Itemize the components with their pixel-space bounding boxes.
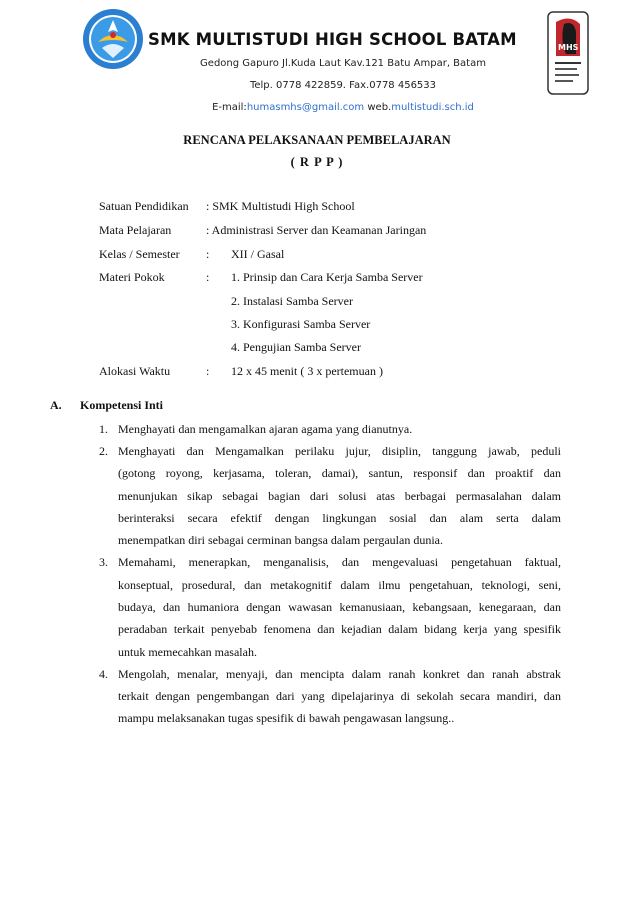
satuan-label: Satuan Pendidikan [99, 199, 189, 213]
ki-number: 3. [99, 555, 108, 569]
ki-line: menempatkan diri sebagai cerminan bangsa dalam pergaulan dunia. [118, 533, 443, 547]
materi-item: 1. Prinsip dan Cara Kerja Samba Server [231, 270, 423, 284]
ki-line: konseptual, prosedural, dan metakognitif dalam ilmu pengetahuan, teknologi, seni, [118, 578, 561, 592]
ki-line: (gotong royong, kerjasama, toleran, damai), santun, responsif dan proaktif dan [118, 466, 561, 480]
school-address: Gedong Gapuro Jl.Kuda Laut Kav.121 Batu Ampar, Batam [200, 58, 486, 69]
ki-line: budaya, dan humaniora dengan wawasan kemanusiaan, kebangsaan, kenegaraan, dan [118, 600, 561, 614]
school-name: SMK MULTISTUDI HIGH SCHOOL BATAM [148, 30, 517, 49]
document-subtitle: ( R P P ) [290, 155, 344, 169]
materi-item: 3. Konfigurasi Samba Server [231, 317, 371, 331]
web-prefix: web. [367, 102, 392, 113]
ki-number: 1. [99, 422, 108, 436]
mhs-logo-text: MHS [558, 43, 579, 52]
kelas-value: XII / Gasal [231, 247, 285, 261]
section-letter: A. [50, 398, 62, 412]
mapel-value: : Administrasi Server dan Keamanan Jaringan [206, 223, 427, 237]
web-link[interactable]: multistudi.sch.id [391, 102, 474, 113]
ki-line: Memahami, menerapkan, menganalisis, dan mengevaluasi pengetahuan faktual, [118, 555, 561, 569]
school-phone: Telp. 0778 422859. Fax.0778 456533 [249, 80, 437, 91]
ki-line: berinteraksi secara efektif dengan lingkungan sosial dan alam serta dalam [118, 511, 561, 525]
school-contact [178, 102, 508, 113]
ki-line: untuk memecahkan masalah. [118, 645, 257, 659]
section-title: Kompetensi Inti [80, 398, 164, 412]
materi-item: 2. Instalasi Samba Server [231, 294, 353, 308]
email-prefix: E-mail: [212, 102, 247, 113]
alokasi-separator: : [206, 364, 210, 378]
materi-label: Materi Pokok [99, 270, 165, 284]
materi-item: 4. Pengujian Samba Server [231, 340, 361, 354]
tut-wuri-handayani-logo [82, 8, 144, 70]
ki-line: Menghayati dan Mengamalkan perilaku jujur, disiplin, tanggung jawab, peduli [118, 444, 561, 458]
ki-line: Menghayati dan mengamalkan ajaran agama yang dianutnya. [118, 422, 413, 436]
ki-line: terkait dengan pengembangan dari yang dipelajarinya di sekolah secara mandiri, dan [118, 689, 561, 703]
ki-line: Mengolah, menalar, menyaji, dan mencipta dalam ranah konkret dan ranah abstrak [118, 667, 561, 681]
satuan-value: : SMK Multistudi High School [206, 199, 355, 213]
email-link[interactable]: humasmhs@gmail.com [246, 102, 365, 113]
section-a-heading [50, 398, 163, 413]
mapel-label: Mata Pelajaran [99, 223, 172, 237]
alokasi-value: 12 x 45 menit ( 3 x pertemuan ) [231, 364, 383, 378]
ki-line: menunjukan sikap sebagai bagian dari solusi atas berbagai permasalahan dalam [118, 489, 561, 503]
kelas-separator: : [206, 247, 210, 261]
alokasi-label: Alokasi Waktu [99, 364, 171, 378]
ki-number: 2. [99, 444, 108, 458]
ki-line: mampu melaksanakan tugas spesifik di bawah pengawasan langsung.. [118, 711, 455, 725]
mhs-logo [546, 10, 590, 96]
ki-line: peradaban terkait penyebab fenomena dan kejadian dalam bidang kerja yang spesifik [118, 622, 561, 636]
kelas-label: Kelas / Semester [99, 247, 180, 261]
ki-number: 4. [99, 667, 108, 681]
document-title: RENCANA PELAKSANAAN PEMBELAJARAN [183, 133, 451, 147]
materi-separator: : [206, 270, 210, 284]
